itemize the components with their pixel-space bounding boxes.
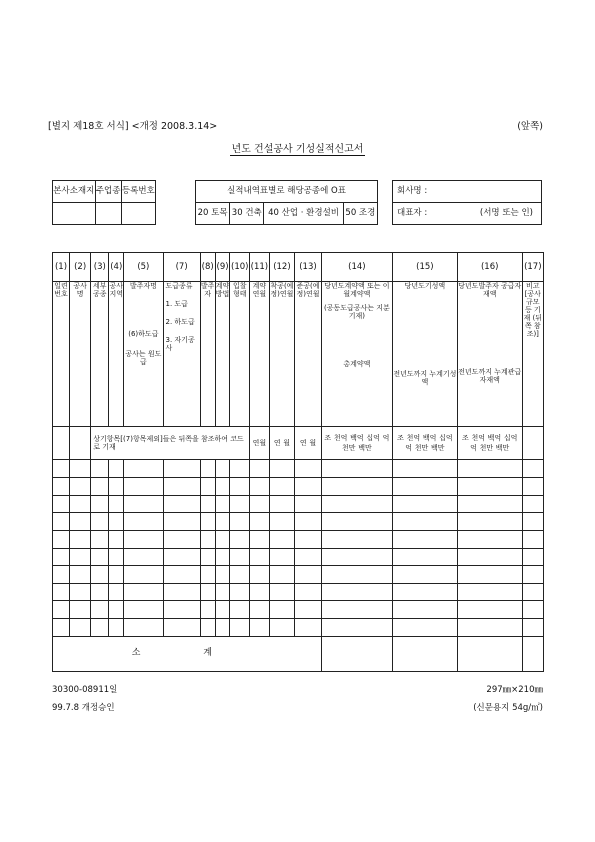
- col-finish-ym-label: 준공(예정)연월: [296, 282, 320, 299]
- reference-note: [91, 427, 250, 460]
- col-contract-amount-note: (공동도급공사는 지분기재): [323, 304, 390, 321]
- table-row[interactable]: [53, 619, 544, 637]
- col-method: [215, 282, 230, 427]
- col-project: [70, 282, 91, 427]
- hq-location-field[interactable]: [53, 203, 96, 225]
- unit-mat-d: 십억: [503, 433, 518, 442]
- col-contract-type: [163, 282, 200, 427]
- col-no-3: (3): [91, 253, 109, 282]
- unit-prog-e: 억: [405, 444, 413, 453]
- signature-hint: (서명 또는 인): [479, 208, 533, 219]
- col-project-label: 공사명: [73, 282, 87, 299]
- unit-contract-amount: [321, 427, 392, 460]
- col-no-1: (1): [53, 253, 70, 282]
- col-contract-amount: [321, 282, 392, 427]
- table-row[interactable]: [53, 583, 544, 601]
- col-total-contract: 총계약액: [343, 360, 371, 369]
- contract-type-1: 1. 도급: [165, 300, 188, 309]
- col-orderer: [200, 282, 215, 427]
- unit-amt-c: 백억: [350, 433, 364, 442]
- col-no-4: (4): [109, 253, 124, 282]
- unit-progress-amount: [392, 427, 457, 460]
- col-material-amount: [457, 282, 522, 427]
- unit-prog-d: 십억: [439, 433, 453, 442]
- unit-start-year: 연: [273, 439, 281, 447]
- col-contract-amount-label: 당년도계약액 또는 이월계약액: [324, 282, 390, 299]
- registration-number-header: 등록번호: [121, 181, 155, 203]
- col-no-14: (14): [321, 253, 392, 282]
- subtotal-remarks[interactable]: [522, 636, 543, 671]
- note-spacer-1: [53, 427, 70, 460]
- unit-prog-c: 백억: [422, 433, 437, 442]
- col-no-10: (10): [230, 253, 250, 282]
- col-method-label: 계약방법: [215, 282, 230, 299]
- table-row[interactable]: [53, 530, 544, 548]
- unit-amt-d: 십억: [366, 433, 380, 442]
- unit-prog-g: 백만: [430, 444, 445, 453]
- unit-prog-b: 천억: [406, 433, 421, 442]
- col-progress-amount-label: 당년도기성액: [404, 282, 446, 291]
- col-no-11: (11): [250, 253, 270, 282]
- subtotal-material[interactable]: [457, 636, 522, 671]
- main-business-header: 주업종: [95, 181, 121, 203]
- representative-field[interactable]: [393, 203, 542, 225]
- unit-mat-f: 천만: [479, 444, 494, 453]
- col-finish-ym: [295, 282, 322, 427]
- category-building[interactable]: 30 건축: [230, 203, 264, 225]
- side-note: (앞쪽): [517, 121, 543, 132]
- col-progress-amount: [392, 282, 457, 427]
- representative-label: 대표자 :: [397, 208, 428, 219]
- col-subcontract-label: (6)하도급: [128, 330, 159, 339]
- col-no-5: (5): [124, 253, 163, 282]
- unit-finish-ym: [295, 427, 322, 460]
- footer-paper-size: 297㎜×210㎜: [486, 685, 543, 695]
- col-no-13: (13): [295, 253, 322, 282]
- unit-amt-g: 백만: [358, 444, 372, 453]
- col-no-15: (15): [392, 253, 457, 282]
- col-start-ym: [269, 282, 295, 427]
- col-cumulative-progress: 전년도까지 누계기성액: [393, 370, 457, 387]
- col-region: [109, 282, 124, 427]
- col-contract-ym: [250, 282, 270, 427]
- category-table: [195, 180, 378, 225]
- company-info-table: [52, 180, 156, 225]
- col-material-amount-label: 당년도발주자 공급자재액: [458, 282, 522, 299]
- subtotal-contract[interactable]: [321, 636, 392, 671]
- unit-contract-year: 연: [252, 439, 260, 447]
- col-no-9: (9): [215, 253, 230, 282]
- unit-amt-f: 천만: [341, 444, 356, 453]
- unit-prog-a: 조: [397, 433, 404, 442]
- col-serial: [53, 282, 70, 427]
- table-row[interactable]: [53, 566, 544, 584]
- contract-type-2: 2. 하도급: [165, 318, 195, 327]
- table-row[interactable]: [53, 495, 544, 513]
- hq-location-header: 본사소재지: [53, 181, 96, 203]
- col-no-2: (2): [70, 253, 91, 282]
- col-no-16: (16): [457, 253, 522, 282]
- col-subcontract-note: 공사는 원도급: [125, 350, 162, 367]
- col-serial-label: 일련번호: [54, 282, 68, 299]
- unit-mat-b: 천억: [471, 433, 485, 442]
- table-row[interactable]: [53, 513, 544, 531]
- col-remarks-label: 비고 [공사 규모 등 기재 (뒤쪽 참조)]: [523, 282, 543, 339]
- representative-table: [392, 180, 542, 225]
- subtotal-progress[interactable]: [392, 636, 457, 671]
- col-contract-ym-label: 계약연월: [252, 282, 267, 299]
- col-no-7: (7): [163, 253, 200, 282]
- category-industrial[interactable]: 40 산업 · 환경설비: [264, 203, 343, 225]
- main-form-table: [52, 252, 544, 672]
- footer-approval: 99.7.8 개정승인: [52, 703, 115, 713]
- col-region-label: 공사지역: [109, 282, 124, 299]
- subtotal-row: [53, 636, 544, 671]
- unit-start-ym: [269, 427, 295, 460]
- table-row[interactable]: [53, 548, 544, 566]
- col-detail: [91, 282, 109, 427]
- col-orderer-label: 발주자: [200, 282, 215, 299]
- category-landscape[interactable]: 50 조경: [343, 203, 377, 225]
- unit-mat-e: 억: [470, 444, 477, 453]
- table-row[interactable]: [53, 460, 544, 478]
- unit-material-amount: [457, 427, 522, 460]
- unit-mat-c: 백억: [487, 433, 502, 442]
- page-title-text: 년도 건설공사 기성실적신고서: [231, 144, 364, 155]
- registration-number-field[interactable]: [121, 203, 155, 225]
- unit-amt-a: 조: [324, 433, 332, 442]
- col-start-ym-label: 착공(예정)연월: [270, 282, 294, 299]
- page-title: [0, 140, 595, 155]
- contract-type-3: 3. 자기공사: [165, 336, 195, 353]
- col-bid: [230, 282, 250, 427]
- col-detail-label: 세부공종: [93, 282, 107, 299]
- form-number: [별지 제18호 서식] <개정 2008.3.14>: [48, 121, 218, 132]
- col-contract-type-label: 도급종류: [165, 282, 193, 291]
- table-row[interactable]: [53, 478, 544, 496]
- main-business-field[interactable]: [95, 203, 121, 225]
- unit-amt-b: 천억: [333, 433, 348, 442]
- company-name-label[interactable]: 회사명 :: [393, 181, 542, 203]
- unit-finish-year: 연: [299, 439, 307, 447]
- col-remarks: [522, 282, 543, 427]
- footer-paper-type: (신문용지 54g/㎡): [473, 703, 543, 713]
- unit-contract-month: 월: [259, 439, 267, 447]
- col-bid-label: 입찰형태: [233, 282, 247, 299]
- col-client: [124, 282, 163, 427]
- reference-note-text: 상기항목[(7)항목제외]들은 뒤쪽을 참조하여 코드로 기재: [93, 435, 244, 452]
- subtotal-label: 소 계: [131, 648, 242, 659]
- note-spacer-2: [70, 427, 91, 460]
- unit-contract-ym: [250, 427, 270, 460]
- footer-code: 30300-08911일: [52, 685, 118, 695]
- unit-prog-f: 천만: [414, 444, 429, 453]
- col-client-label: 발주자명: [129, 282, 157, 291]
- unit-mat-a: 조: [461, 433, 469, 442]
- category-title: 실적내역표별로 해당공종에 O표: [196, 181, 378, 203]
- col-no-17: (17): [522, 253, 543, 282]
- unit-start-month: 월: [283, 439, 291, 447]
- col-no-12: (12): [269, 253, 295, 282]
- unit-mat-g: 백만: [495, 444, 510, 453]
- unit-amt-e: 억: [382, 433, 390, 442]
- col-no-8: (8): [200, 253, 215, 282]
- col-cumulative-material: 전년도까지 누계관급자재액: [458, 368, 522, 385]
- unit-remarks: [522, 427, 543, 460]
- subtotal-label-cell: [53, 636, 322, 671]
- unit-finish-month: 월: [309, 439, 317, 447]
- category-civil[interactable]: 20 토목: [196, 203, 230, 225]
- table-row[interactable]: [53, 601, 544, 619]
